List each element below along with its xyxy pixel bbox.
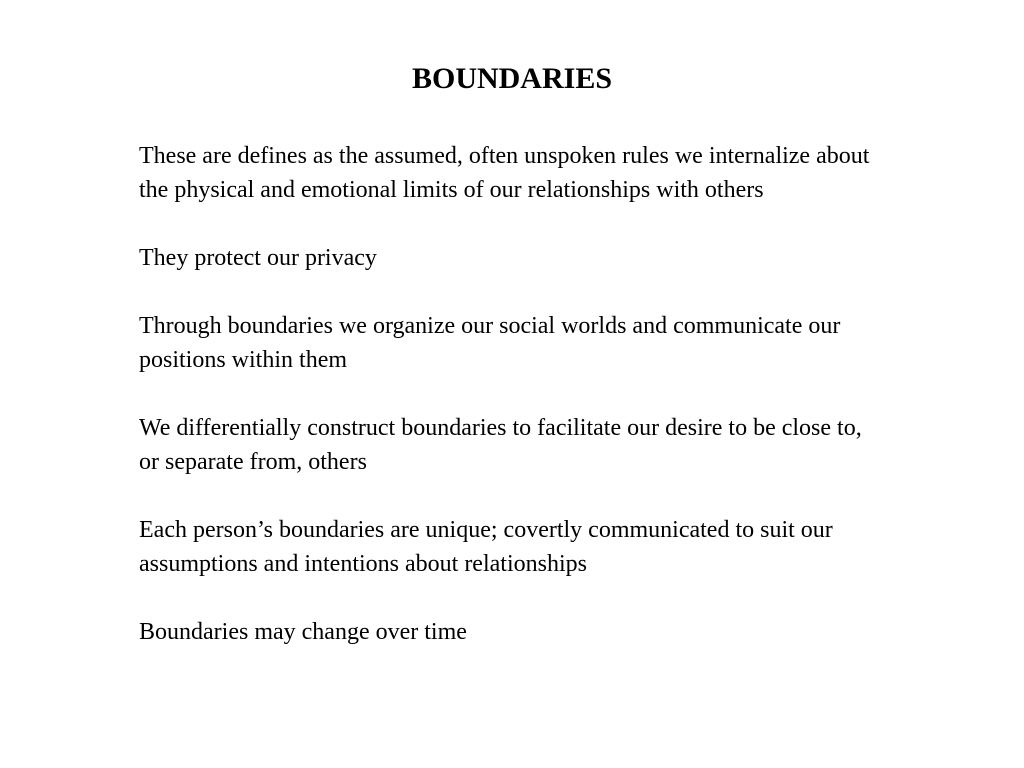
paragraph-definition: These are defines as the assumed, often unspoken rules we internalize about the physical and emotional limits of our relationships with others: [139, 143, 870, 203]
paragraph-change-over-time: Boundaries may change over time: [139, 619, 467, 645]
paragraph-closeness: We differentially construct boundaries to facilitate our desire to be close to, or separate from, others: [139, 415, 862, 475]
paragraph-unique-boundaries: Each person’s boundaries are unique; covertly communicated to suit our assumptions and intentions about relationships: [139, 517, 833, 577]
slide-body: [139, 139, 879, 649]
slide-title: BOUNDARIES: [411, 62, 613, 95]
paragraph-social-worlds: Through boundaries we organize our social worlds and communicate our positions within them: [139, 313, 841, 373]
paragraph-privacy: They protect our privacy: [139, 245, 377, 271]
